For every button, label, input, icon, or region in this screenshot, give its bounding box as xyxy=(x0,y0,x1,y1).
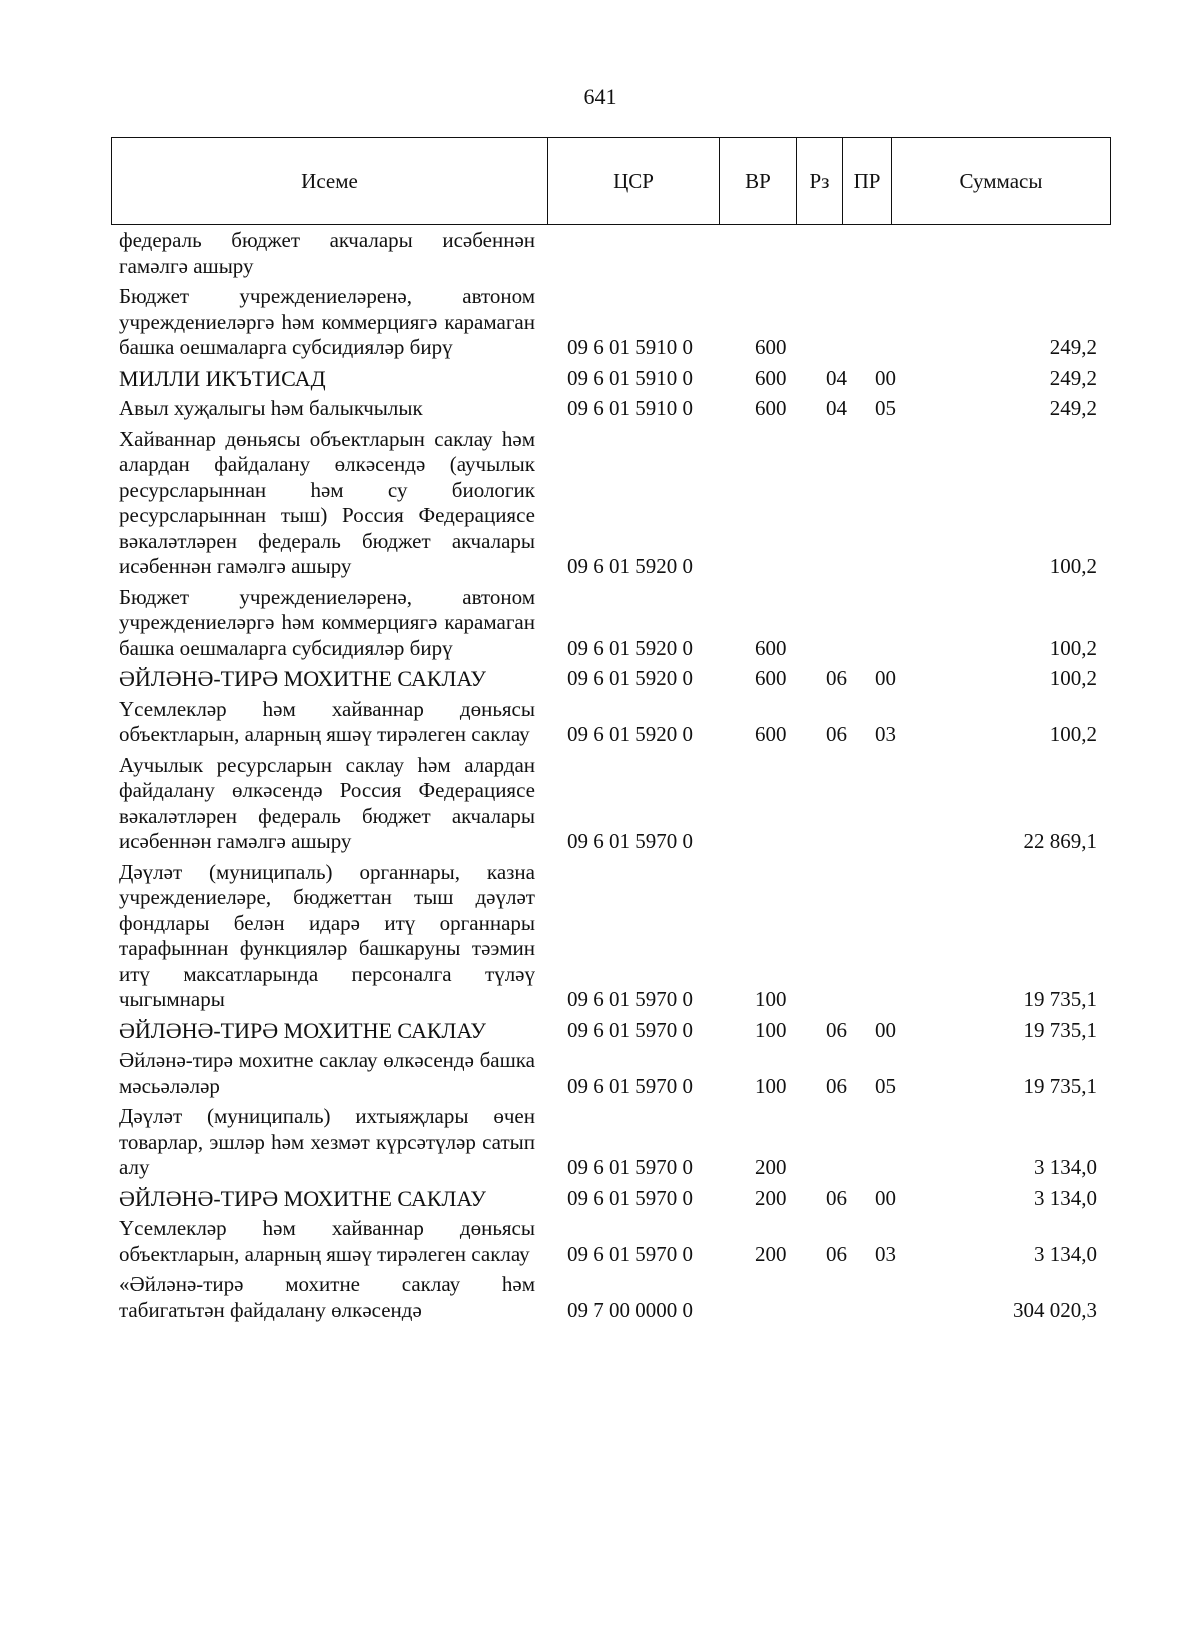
table-row xyxy=(119,751,1097,858)
row-vr: 600 xyxy=(755,635,787,660)
row-rz: 06 xyxy=(826,1241,847,1266)
row-rz xyxy=(812,1102,859,1184)
row-pr: 00 xyxy=(875,1185,896,1210)
table-row xyxy=(119,858,1097,1016)
row-csr: 09 6 01 5970 0 xyxy=(567,1073,693,1098)
row-csr: 09 6 01 5970 0 xyxy=(567,1241,693,1266)
row-vr: 200 xyxy=(755,1185,787,1210)
row-pr: 03 xyxy=(875,1241,896,1266)
table-row xyxy=(119,1016,1097,1047)
row-rz xyxy=(812,751,859,858)
row-pr: 05 xyxy=(875,1073,896,1098)
row-vr: 600 xyxy=(755,396,787,420)
row-rz xyxy=(812,282,859,364)
row-name: Бюджет учреждениеләренә, автоном учреждениеләргә һәм коммерциягә карамаган башка оешмаларга субсидияләр бирү xyxy=(119,284,535,359)
row-vr xyxy=(734,751,812,858)
row-pr: 05 xyxy=(875,396,896,420)
row-sum: 100,2 xyxy=(1049,666,1097,690)
row-sum: 22 869,1 xyxy=(1023,829,1097,853)
row-csr: 09 6 01 5920 0 xyxy=(567,666,693,690)
header-pr: ПР xyxy=(843,138,892,225)
row-rz xyxy=(812,583,859,665)
header-vr: ВР xyxy=(720,138,797,225)
row-rz xyxy=(812,425,859,583)
row-sum: 249,2 xyxy=(1049,365,1097,390)
row-name: Үсемлекләр һәм хайваннар дөньясы объектларын, аларның яшәү тирәлеген саклау xyxy=(119,696,535,746)
row-csr: 09 6 01 5920 0 xyxy=(567,635,693,660)
row-vr: 200 xyxy=(755,1241,787,1266)
row-pr xyxy=(859,1102,919,1184)
row-pr xyxy=(859,1270,919,1326)
row-vr: 100 xyxy=(755,1017,787,1042)
table-row xyxy=(119,1214,1097,1270)
row-pr xyxy=(859,858,919,1016)
row-csr: 09 7 00 0000 0 xyxy=(567,1297,693,1322)
row-rz: 06 xyxy=(826,666,847,690)
table-row xyxy=(119,226,1097,282)
row-name: Аучылык ресурсларын саклау һәм алардан файдалану өлкәсендә Россия Федерациясе вәкаләтләрен федераль бюджет акчалары исәбеннән гамәлгә ашыру xyxy=(119,752,535,853)
row-sum: 100,2 xyxy=(1049,554,1097,578)
row-pr: 00 xyxy=(875,666,896,690)
row-vr: 600 xyxy=(755,666,787,690)
row-name: ӘЙЛӘНӘ-ТИРӘ МОХИТНЕ САКЛАУ xyxy=(119,1017,486,1043)
row-csr: 09 6 01 5920 0 xyxy=(567,722,693,746)
row-vr: 600 xyxy=(755,365,787,390)
row-name: МИЛЛИ ИКЪТИСАД xyxy=(119,365,326,391)
row-sum: 100,2 xyxy=(1049,722,1097,746)
row-pr xyxy=(859,282,919,364)
row-vr: 100 xyxy=(755,1073,787,1098)
header-rz: Рз xyxy=(797,138,843,225)
row-rz: 04 xyxy=(826,365,847,390)
header-name: Исеме xyxy=(112,138,548,225)
table-row xyxy=(119,583,1097,665)
row-sum: 19 735,1 xyxy=(1023,1017,1097,1042)
row-csr: 09 6 01 5970 0 xyxy=(567,987,693,1011)
row-rz: 04 xyxy=(826,396,847,420)
table-row xyxy=(119,394,1097,425)
row-rz: 06 xyxy=(826,1073,847,1098)
table-row xyxy=(119,1270,1097,1326)
row-name: Әйләнә-тирә мохитне саклау өлкәсендә башка мәсьәләләр xyxy=(119,1048,535,1098)
row-csr: 09 6 01 5970 0 xyxy=(567,829,693,853)
table-row xyxy=(119,1046,1097,1102)
row-rz xyxy=(812,226,859,282)
row-vr: 600 xyxy=(755,722,787,746)
row-sum: 3 134,0 xyxy=(1034,1185,1097,1210)
row-csr: 09 6 01 5970 0 xyxy=(567,1017,693,1042)
row-rz: 06 xyxy=(826,1017,847,1042)
table-row xyxy=(119,364,1097,395)
row-csr xyxy=(561,226,734,282)
row-name: федераль бюджет акчалары исәбеннән гамәлгә ашыру xyxy=(119,228,535,278)
row-sum: 100,2 xyxy=(1049,635,1097,660)
table-row xyxy=(119,1102,1097,1184)
row-csr: 09 6 01 5910 0 xyxy=(567,335,693,359)
row-name: Дәүләт (муниципаль) ихтыяҗлары өчен товарлар, эшләр һәм хезмәт күрсәтүләр сатып алу xyxy=(119,1104,535,1179)
row-vr xyxy=(734,226,812,282)
table-row xyxy=(119,425,1097,583)
row-pr xyxy=(859,425,919,583)
row-vr xyxy=(734,425,812,583)
row-csr: 09 6 01 5970 0 xyxy=(567,1185,693,1210)
row-name: «Әйләнә-тирә мохитне саклау һәм табигатьтән файдалану өлкәсендә xyxy=(119,1272,535,1322)
row-sum: 3 134,0 xyxy=(1034,1241,1097,1266)
row-rz: 06 xyxy=(826,722,847,746)
row-vr: 100 xyxy=(755,987,787,1011)
row-name: ӘЙЛӘНӘ-ТИРӘ МОХИТНЕ САКЛАУ xyxy=(119,666,486,691)
row-rz: 06 xyxy=(826,1185,847,1210)
row-sum: 249,2 xyxy=(1049,335,1097,359)
row-sum: 19 735,1 xyxy=(1023,987,1097,1011)
row-name: Авыл хуҗалыгы һәм балыкчылык xyxy=(119,396,423,420)
row-name: Бюджет учреждениеләренә, автоном учреждениеләргә һәм коммерциягә карамаган башка оешмаларга субсидияләр бирү xyxy=(119,584,535,660)
row-sum: 304 020,3 xyxy=(1013,1297,1097,1322)
row-pr: 00 xyxy=(875,1017,896,1042)
page-number: 641 xyxy=(583,84,617,109)
table-row xyxy=(119,664,1097,695)
row-pr xyxy=(859,583,919,665)
header-sum: Суммасы xyxy=(892,138,1111,225)
table-row xyxy=(119,1184,1097,1215)
table-header xyxy=(111,137,1111,225)
row-sum: 3 134,0 xyxy=(1034,1155,1097,1179)
row-name: Дәүләт (муниципаль) органнары, казна учреждениеләре, бюджеттан тыш дәүләт фондлары белән идарә итү органнары тарафыннан функцияләр башкаруны тәэмин итү максатларында персоналга түләү чыгымнары xyxy=(119,859,535,1011)
header-csr: ЦСР xyxy=(548,138,720,225)
row-sum: 19 735,1 xyxy=(1023,1073,1097,1098)
row-name: Хайваннар дөньясы объектларын саклау һәм алардан файдалану өлкәсендә (аучылык ресурсларыннан һәм су биологик ресурсларыннан тыш) Россия Федерациясе вәкаләтләрен федераль бюджет акчалары исәбеннән гамәлгә ашыру xyxy=(119,426,535,578)
row-rz xyxy=(812,1270,859,1326)
row-vr: 200 xyxy=(755,1155,787,1179)
row-rz xyxy=(812,858,859,1016)
row-name: Үсемлекләр һәм хайваннар дөньясы объектларын, аларның яшәү тирәлеген саклау xyxy=(119,1216,535,1266)
table-row xyxy=(119,695,1097,751)
row-name: ӘЙЛӘНӘ-ТИРӘ МОХИТНЕ САКЛАУ xyxy=(119,1185,486,1211)
row-vr xyxy=(734,1270,812,1326)
row-sum: 249,2 xyxy=(1049,396,1097,420)
row-csr: 09 6 01 5910 0 xyxy=(567,396,693,420)
row-pr xyxy=(859,226,919,282)
row-csr: 09 6 01 5920 0 xyxy=(567,554,693,578)
row-vr: 600 xyxy=(755,335,787,359)
budget-table xyxy=(119,226,1097,1326)
row-pr xyxy=(859,751,919,858)
table-row xyxy=(119,282,1097,364)
row-pr: 03 xyxy=(875,722,896,746)
row-csr: 09 6 01 5970 0 xyxy=(567,1155,693,1179)
row-sum xyxy=(919,226,1097,282)
row-pr: 00 xyxy=(875,365,896,390)
row-csr: 09 6 01 5910 0 xyxy=(567,365,693,390)
